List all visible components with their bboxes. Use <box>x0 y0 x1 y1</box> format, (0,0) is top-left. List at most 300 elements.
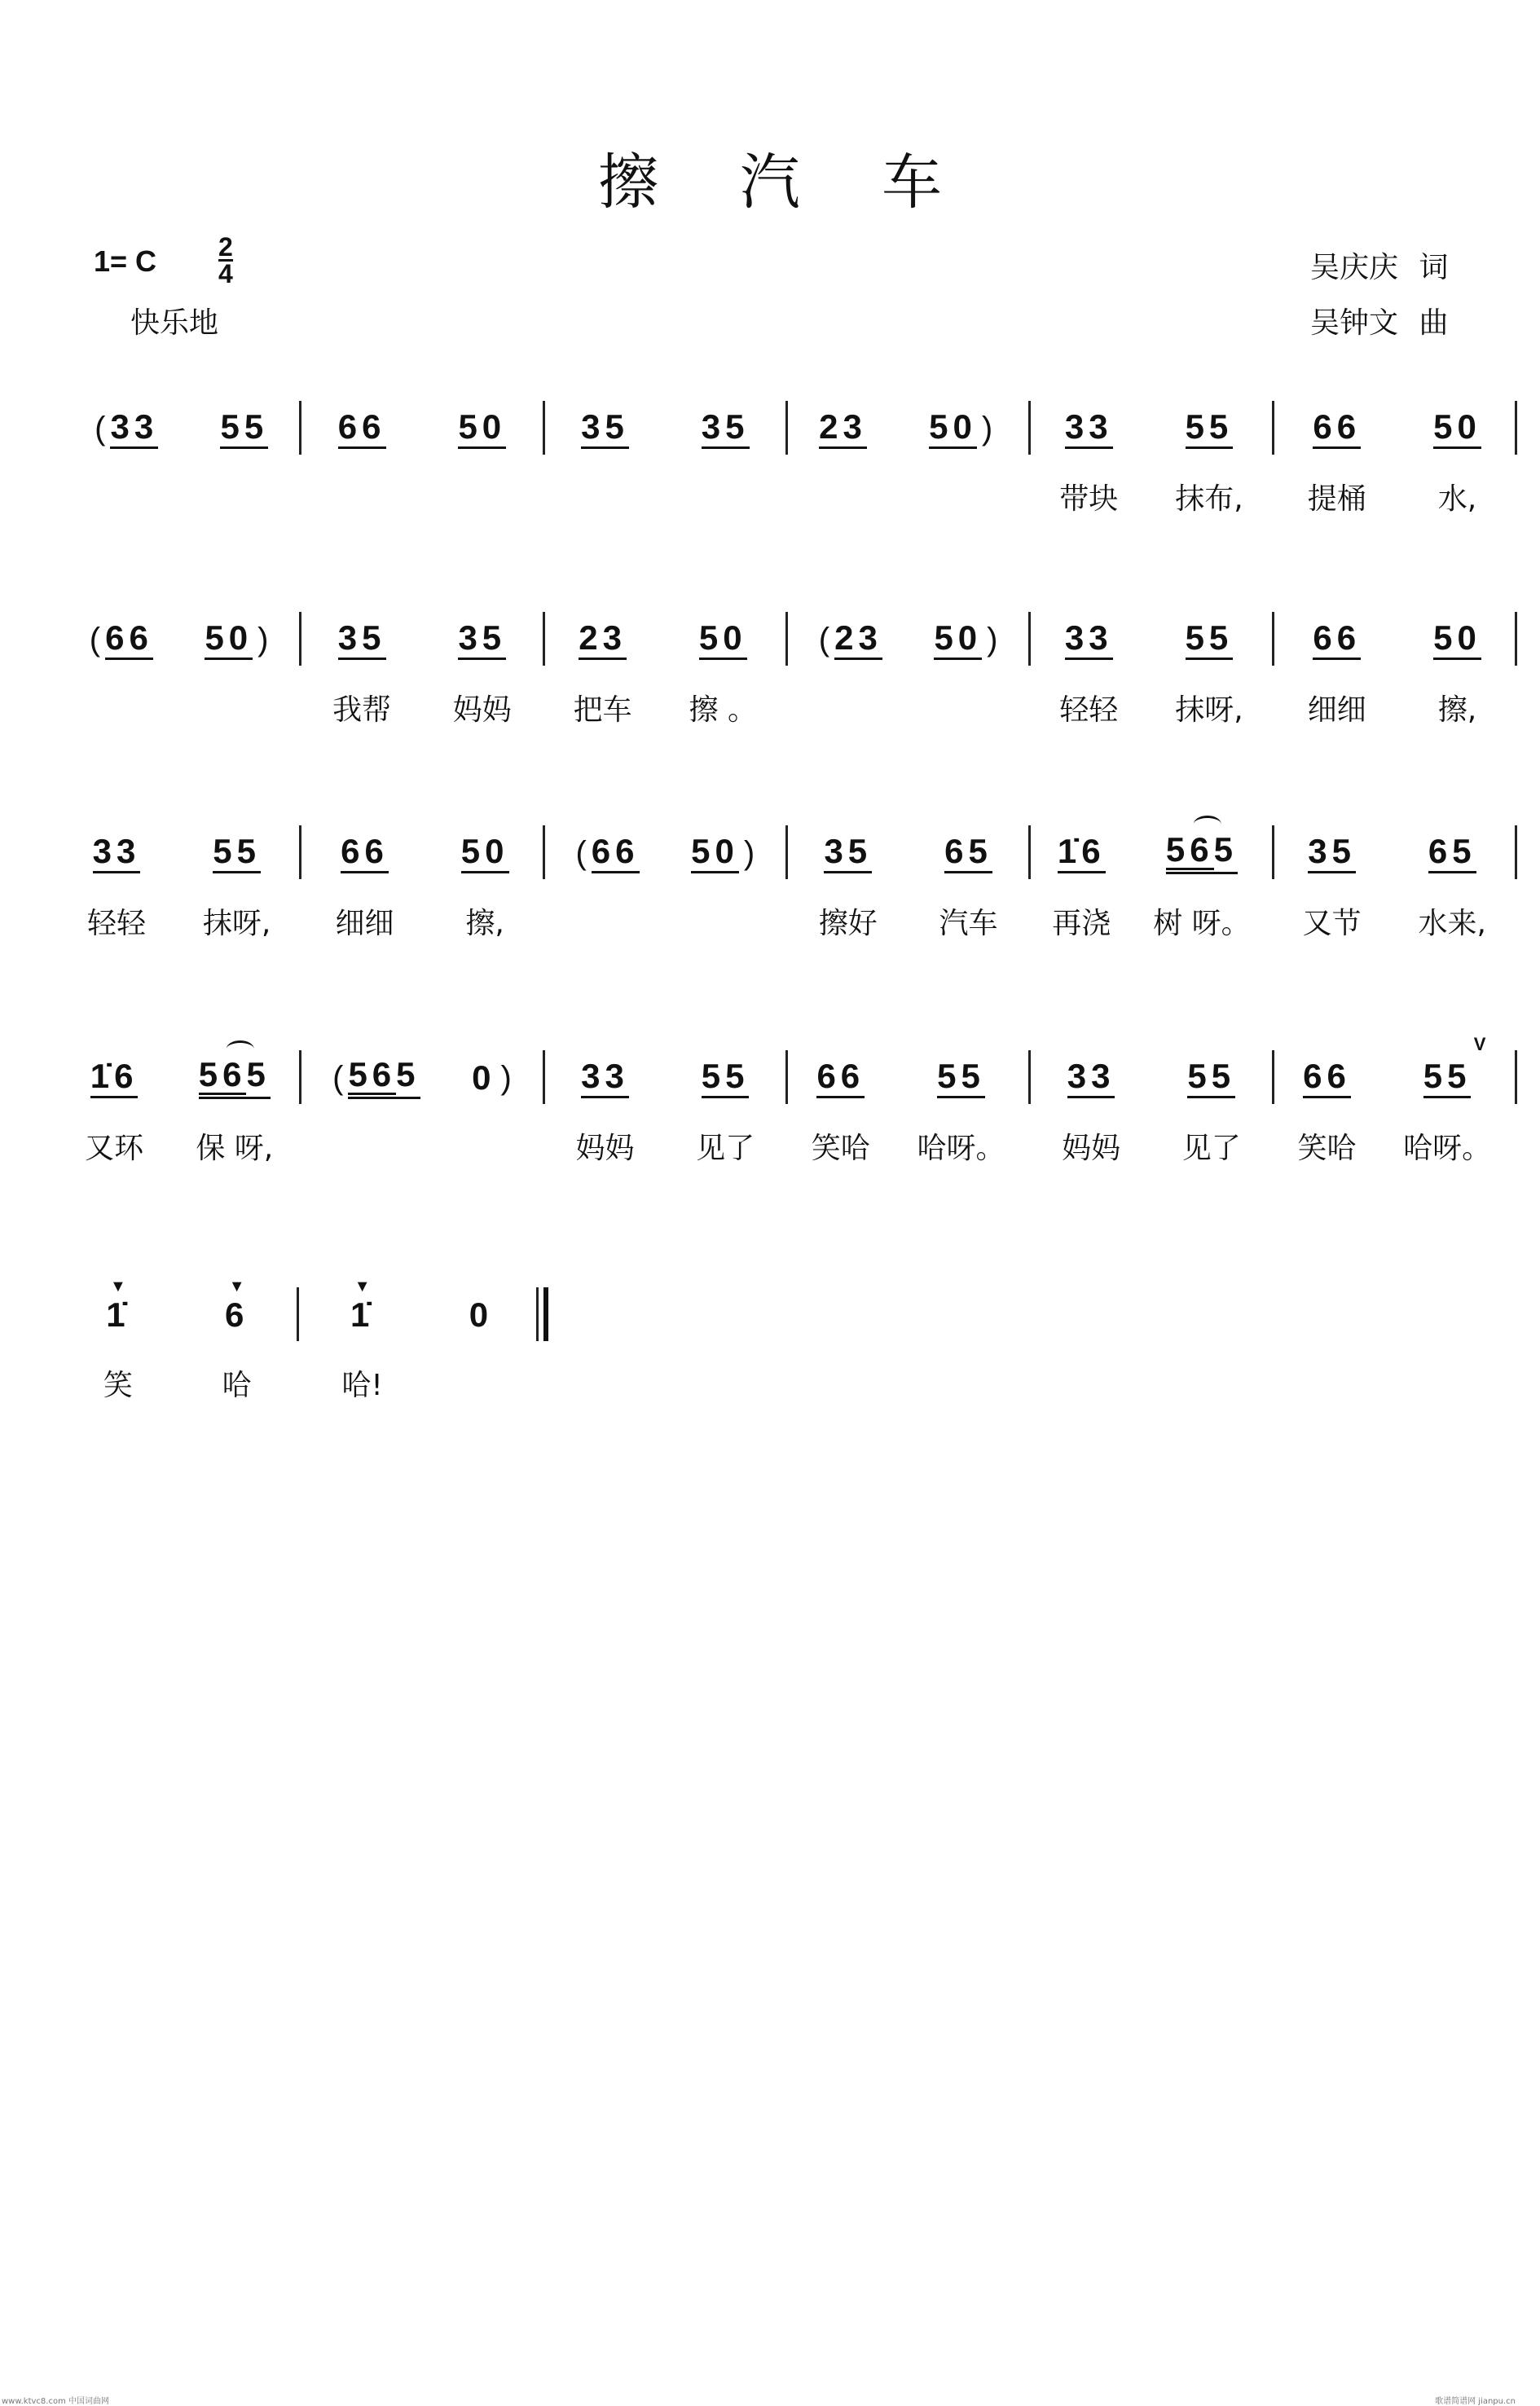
open-paren: ( <box>89 621 101 658</box>
note: 50 <box>929 407 977 446</box>
notes <box>1313 396 1361 461</box>
lyric: 妈妈 <box>1062 1132 1121 1165</box>
note-group <box>458 409 506 449</box>
measure <box>59 820 299 983</box>
close-paren: ) <box>500 1059 512 1096</box>
note: 35 <box>1308 831 1356 870</box>
notes <box>90 396 158 461</box>
lyric: 汽车 <box>939 907 998 940</box>
notes <box>1065 396 1113 461</box>
notes <box>469 1282 493 1348</box>
notes <box>1186 396 1234 461</box>
notes <box>581 396 629 461</box>
lyric: 保 呀, <box>196 1132 274 1165</box>
beat <box>87 820 146 983</box>
note-group <box>1313 409 1361 449</box>
score-line <box>59 1278 548 1445</box>
beat <box>458 396 506 559</box>
note: 1̇6 <box>90 1056 139 1095</box>
note: 66 <box>591 831 640 870</box>
barline <box>1515 612 1517 666</box>
note: 56 <box>1165 830 1214 869</box>
notes <box>1428 820 1476 886</box>
note-group <box>591 831 640 873</box>
notes <box>702 396 750 461</box>
note-group <box>1303 1058 1351 1098</box>
note-group <box>929 409 977 449</box>
note-group <box>213 831 261 873</box>
barline <box>1515 825 1517 879</box>
lyric: 见了 <box>696 1132 755 1165</box>
note-group <box>816 1058 865 1098</box>
note-group <box>1423 1058 1472 1098</box>
note-group <box>1433 620 1481 660</box>
note: 35 <box>337 618 386 657</box>
notes <box>1423 1034 1486 1111</box>
beat <box>338 396 386 559</box>
measure <box>1031 396 1271 559</box>
score-line <box>59 1034 1517 1208</box>
note: 5 <box>246 1055 271 1093</box>
note-group <box>1187 1058 1235 1098</box>
note-group <box>944 831 992 873</box>
notes <box>1065 607 1113 672</box>
note: 55 <box>1423 1056 1472 1095</box>
note-group <box>702 1058 750 1098</box>
note-group <box>92 831 141 873</box>
beat <box>1419 820 1486 983</box>
note: 65 <box>944 831 992 870</box>
measure <box>301 607 542 770</box>
lyric: 细细 <box>335 907 394 940</box>
note-group <box>1057 831 1106 873</box>
notes <box>224 1278 249 1348</box>
notes <box>579 607 627 672</box>
notes <box>1303 1045 1351 1111</box>
lyric: 又环 <box>85 1132 144 1165</box>
notes <box>338 396 386 461</box>
beat <box>934 607 1002 770</box>
note: 66 <box>1313 407 1362 446</box>
note-group <box>819 409 867 449</box>
lyric: 笑 <box>103 1369 133 1402</box>
note: 5 <box>1213 830 1238 869</box>
beat <box>1153 820 1250 983</box>
measure <box>1031 820 1271 983</box>
notes <box>816 1045 865 1111</box>
measure <box>788 1045 1028 1208</box>
note: 33 <box>92 831 141 870</box>
notes <box>1433 607 1481 672</box>
beat <box>1433 607 1481 770</box>
lyric: 擦好 <box>818 907 878 940</box>
beat <box>103 1278 133 1445</box>
beat <box>332 607 391 770</box>
notes <box>1067 1045 1115 1111</box>
notes <box>328 1045 420 1111</box>
beat <box>90 396 158 559</box>
beat <box>574 607 632 770</box>
note: 23 <box>579 618 627 657</box>
notes <box>691 820 759 886</box>
close-paren: ) <box>981 410 993 446</box>
note: 23 <box>819 407 867 446</box>
notes <box>937 1045 985 1111</box>
note: 33 <box>1067 1056 1115 1095</box>
accent-mark-icon: ▼ <box>354 1278 371 1295</box>
notes <box>338 607 386 672</box>
beat <box>1308 607 1366 770</box>
beat <box>691 820 759 983</box>
open-paren: ( <box>818 621 830 658</box>
notes <box>199 1045 271 1111</box>
notes <box>1058 820 1106 886</box>
note: 66 <box>337 407 386 446</box>
beat <box>328 1045 420 1208</box>
beat <box>220 396 268 559</box>
notes <box>819 396 867 461</box>
note-group <box>824 831 873 873</box>
beat <box>570 820 639 983</box>
note: 55 <box>220 407 269 446</box>
accent-mark-icon: ▼ <box>109 1278 126 1295</box>
beat <box>469 1282 493 1445</box>
beat <box>696 1045 755 1208</box>
measure <box>301 820 542 983</box>
beat <box>1433 396 1481 559</box>
lyric: 擦 。 <box>689 693 757 727</box>
measure <box>59 396 299 559</box>
time-signature <box>218 232 233 288</box>
lyric: 哈呀。 <box>1403 1132 1492 1165</box>
time-signature-top: 2 <box>218 232 233 262</box>
slur-arc <box>1194 816 1221 833</box>
notes <box>1308 820 1356 886</box>
note-group <box>348 1057 420 1099</box>
note-group <box>1065 409 1113 449</box>
lyric: 哈 <box>222 1369 252 1402</box>
beat <box>341 1278 383 1445</box>
note-group <box>834 620 882 660</box>
note-group <box>458 620 506 660</box>
open-paren: ( <box>332 1059 344 1096</box>
notes <box>458 607 506 672</box>
beat <box>939 820 997 983</box>
note: 35 <box>581 407 629 446</box>
notes <box>90 1045 139 1111</box>
lyric: 提桶 <box>1307 482 1366 516</box>
score-line <box>59 820 1517 983</box>
note-group <box>110 409 158 449</box>
note: 66 <box>1303 1056 1351 1095</box>
beat <box>1062 1045 1120 1208</box>
notes <box>472 1045 517 1111</box>
beat <box>689 607 757 770</box>
accent-mark-icon: ▼ <box>228 1278 245 1295</box>
note-group <box>1166 832 1238 874</box>
measure <box>1274 396 1515 559</box>
measure <box>59 607 299 770</box>
note: 55 <box>937 1056 985 1095</box>
note-group <box>350 1297 374 1333</box>
beat <box>196 1045 273 1208</box>
beat <box>929 396 997 559</box>
note-group <box>1433 409 1481 449</box>
beat <box>1175 396 1243 559</box>
measure <box>59 1045 299 1208</box>
beat <box>1175 607 1243 770</box>
lyric: 水来, <box>1418 907 1486 940</box>
note-group <box>90 1058 139 1098</box>
note: 55 <box>213 831 261 870</box>
beat <box>812 1045 870 1208</box>
notes <box>85 607 153 672</box>
note: 6 <box>224 1295 249 1334</box>
time-signature-bottom: 4 <box>218 259 233 288</box>
lyric: 轻轻 <box>86 907 146 940</box>
close-paren: ) <box>743 834 755 871</box>
note-group <box>579 620 627 660</box>
beat <box>222 1278 252 1445</box>
beat <box>1182 1045 1241 1208</box>
beat <box>1303 820 1362 983</box>
note: 1̇ <box>106 1295 130 1334</box>
notes <box>570 820 639 886</box>
note: 55 <box>1185 618 1234 657</box>
lyric: 带块 <box>1059 482 1119 516</box>
lyric: 把车 <box>573 693 632 727</box>
notes <box>205 607 273 672</box>
close-paren: ) <box>987 621 998 658</box>
lyric: 抹呀, <box>1175 693 1243 727</box>
measure <box>545 396 785 559</box>
note: 50 <box>691 831 739 870</box>
measure <box>788 607 1028 770</box>
notes <box>458 396 506 461</box>
watermark-left: www.ktvc8.com 中国词曲网 <box>2 2397 110 2406</box>
note-group <box>1065 620 1113 660</box>
notes <box>824 820 872 886</box>
measure <box>299 1278 537 1445</box>
beat <box>205 607 273 770</box>
notes <box>93 820 141 886</box>
lyric: 擦, <box>465 907 504 940</box>
note: 56 <box>198 1055 247 1093</box>
score-line <box>59 396 1517 559</box>
notes <box>106 1278 130 1348</box>
lyric: 擦, <box>1437 693 1477 727</box>
measure <box>545 820 785 983</box>
notes <box>350 1278 375 1348</box>
beat <box>1297 1045 1356 1208</box>
barline <box>1515 401 1517 455</box>
lyric: 细细 <box>1307 693 1366 727</box>
note: 33 <box>1064 407 1113 446</box>
score-line <box>59 607 1517 770</box>
measure <box>301 1045 542 1208</box>
note-group <box>338 620 386 660</box>
note: 66 <box>816 1056 865 1095</box>
final-barline <box>536 1287 548 1341</box>
note-group <box>469 1297 493 1333</box>
beat <box>453 607 512 770</box>
slur-arc <box>227 1040 254 1058</box>
notes <box>699 607 747 672</box>
notes <box>581 1045 629 1111</box>
note: 65 <box>1428 831 1476 870</box>
note-group <box>937 1058 985 1098</box>
note: 50 <box>458 407 507 446</box>
notes <box>1433 396 1481 461</box>
notes <box>1166 820 1238 886</box>
key-signature: 1= C <box>94 244 157 278</box>
note: 66 <box>341 831 389 870</box>
beat <box>1403 1034 1492 1208</box>
beat <box>1059 396 1118 559</box>
measure <box>1274 1034 1515 1208</box>
beat <box>85 1045 143 1208</box>
beat <box>575 1045 634 1208</box>
notes <box>1186 607 1234 672</box>
lyric: 我帮 <box>332 693 392 727</box>
note-group <box>1186 409 1234 449</box>
notes <box>220 396 268 461</box>
note-group <box>205 620 253 660</box>
note-group <box>460 831 509 873</box>
composer-credit: 吴钟文 曲 <box>1310 306 1449 340</box>
note-group <box>581 409 629 449</box>
note: 0 <box>472 1058 496 1097</box>
note: 35 <box>458 618 507 657</box>
note: 50 <box>698 618 747 657</box>
notes <box>944 820 992 886</box>
lyric: 笑哈 <box>811 1132 870 1165</box>
note-group <box>934 620 982 660</box>
beat <box>85 607 153 770</box>
lyric: 树 呀。 <box>1153 907 1251 940</box>
note: 50 <box>205 618 253 657</box>
note-group <box>702 409 750 449</box>
note-group <box>1313 620 1361 660</box>
lyric: 抹呀, <box>202 907 271 940</box>
lyric: 抹布, <box>1175 482 1243 516</box>
note: 35 <box>701 407 750 446</box>
open-paren: ( <box>575 834 587 871</box>
lyric: 哈呀。 <box>917 1132 1005 1165</box>
note: 33 <box>1064 618 1113 657</box>
note: 50 <box>934 618 983 657</box>
lyric: 再浇 <box>1052 907 1111 940</box>
notes <box>934 607 1002 672</box>
note: 0 <box>469 1295 494 1334</box>
measure <box>788 820 1028 983</box>
barline <box>1515 1050 1517 1104</box>
note: 33 <box>581 1056 629 1095</box>
notes <box>213 820 261 886</box>
lyric: 水, <box>1437 482 1477 516</box>
lyricist-credit: 吴庆庆 词 <box>1310 251 1449 284</box>
beat <box>203 820 271 983</box>
note-group <box>1308 831 1356 873</box>
beat <box>819 820 878 983</box>
note: 50 <box>460 831 509 870</box>
measure <box>788 396 1028 559</box>
note-group <box>220 409 268 449</box>
measure <box>1031 607 1271 770</box>
beat <box>461 820 509 983</box>
note: 1̇6 <box>1057 831 1106 870</box>
note-group <box>1186 620 1234 660</box>
beat <box>1052 820 1111 983</box>
open-paren: ( <box>95 410 106 446</box>
notes <box>461 820 509 886</box>
note-group <box>106 1297 130 1333</box>
note-group <box>1428 831 1476 873</box>
beat <box>472 1045 517 1208</box>
note: 33 <box>110 407 159 446</box>
lyric: 轻轻 <box>1059 693 1119 727</box>
beat <box>819 396 867 559</box>
beat <box>581 396 629 559</box>
note-group <box>581 1058 629 1098</box>
note: 55 <box>701 1056 750 1095</box>
note-group <box>691 831 739 873</box>
notes <box>1187 1045 1235 1111</box>
notes <box>1313 607 1361 672</box>
notes <box>814 607 882 672</box>
note-group <box>105 620 153 660</box>
note: 1̇ <box>350 1295 375 1334</box>
tempo-marking: 快乐地 <box>130 306 219 340</box>
note-group <box>199 1057 271 1099</box>
note-group <box>1067 1058 1115 1098</box>
lyric: 妈妈 <box>452 693 512 727</box>
lyric: 哈! <box>341 1369 383 1402</box>
note-group <box>341 831 389 873</box>
note: 66 <box>105 618 153 657</box>
close-paren: ) <box>257 621 269 658</box>
lyric: 笑哈 <box>1297 1132 1357 1165</box>
notes <box>341 820 389 886</box>
lyric: 又节 <box>1302 907 1362 940</box>
note: 5 <box>396 1055 420 1093</box>
note: 23 <box>834 618 882 657</box>
beat <box>1308 396 1366 559</box>
beat <box>814 607 882 770</box>
note: 55 <box>1185 407 1234 446</box>
note-group <box>225 1297 249 1333</box>
lyric: 妈妈 <box>575 1132 635 1165</box>
note: 55 <box>1187 1056 1236 1095</box>
beat <box>917 1045 1005 1208</box>
measure <box>545 607 785 770</box>
measure <box>545 1045 785 1208</box>
measure <box>1031 1045 1271 1208</box>
measure <box>1274 607 1515 770</box>
notes <box>929 396 997 461</box>
note: 50 <box>1433 407 1481 446</box>
note-group <box>338 409 386 449</box>
note-group <box>699 620 747 660</box>
note: 66 <box>1313 618 1362 657</box>
song-title: 擦汽车 <box>598 147 1023 218</box>
beat <box>1059 607 1118 770</box>
note: 35 <box>824 831 873 870</box>
beat <box>702 396 750 559</box>
note: 50 <box>1433 618 1481 657</box>
lyric: 见了 <box>1181 1132 1241 1165</box>
measure <box>301 396 542 559</box>
